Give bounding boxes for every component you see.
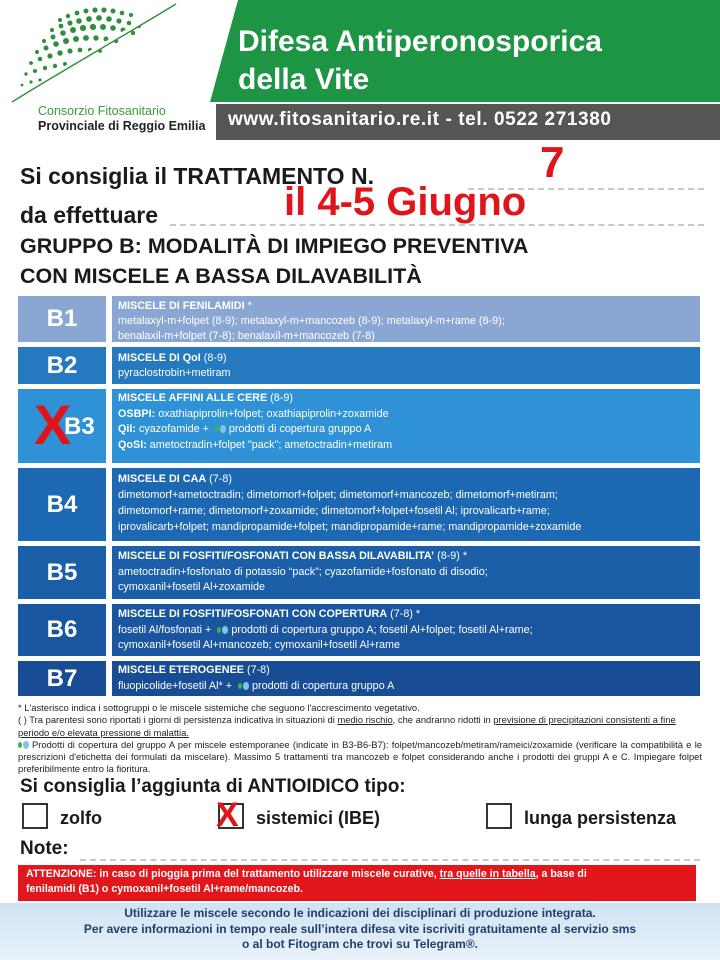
- group-title-line1: GRUPPO B: MODALITÀ DI IMPIEGO PREVENTIVA: [20, 234, 529, 258]
- copertura-icon: [215, 425, 226, 433]
- row-code: B3 X: [18, 389, 106, 463]
- header: [0, 0, 720, 140]
- row-description: MISCELE DI FOSFITI/FOSFONATI CON BASSA DILAVABILITA’ (8-9) * ametoctradin+fosfonato di potassio “pack”; cyazofamide+fosfonato di disodio; cymoxanil+fosetil Al+zoxamide: [112, 546, 700, 599]
- antioidico-heading: Si consiglia l’aggiunta di ANTIOIDICO tipo:: [20, 776, 406, 797]
- organization-name-line2: Provinciale di Reggio Emilia: [38, 119, 206, 133]
- table-row: [18, 468, 700, 541]
- date-label: da effettuare: [20, 202, 159, 228]
- row-code: B5: [18, 546, 106, 599]
- selected-mark: X: [216, 796, 239, 834]
- row-description: MISCELE ETEROGENEE (7-8) fluopicolide+fosetil Al* + prodotti di copertura gruppo A: [112, 661, 700, 696]
- row-code: B7: [18, 661, 106, 696]
- excluded-mark: X: [34, 393, 72, 456]
- row-code: B6: [18, 604, 106, 656]
- row-code: B1: [18, 296, 106, 342]
- organization-name: Consorzio Fitosanitario: [38, 104, 166, 118]
- sistemici-label: sistemici (IBE): [256, 808, 381, 828]
- row-description: MISCELE DI FOSFITI/FOSFONATI CON COPERTURA (7-8) * fosetil Al/fosfonati + prodotti di copertura gruppo A; fosetil Al+folpet; fosetil Al+rame; cymoxanil+fosetil Al+mancozeb; cymoxanil+fosetil Al+rame: [112, 604, 700, 656]
- copertura-icon: [217, 626, 228, 634]
- contact-info[interactable]: www.fitosanitario.re.it - tel. 0522 271380: [228, 109, 612, 130]
- treatment-number: 7: [540, 138, 565, 187]
- lunga-persistenza-label: lunga persistenza: [524, 808, 677, 828]
- footer: Utilizzare le miscele secondo le indicazioni dei disciplinari di produzione integrata. Per avere informazioni in tempo reale sull’intera difesa vite iscriviti gratuitamente al servizio sms o al bot Fitogram che trovi su Telegram®.: [0, 903, 720, 960]
- copertura-icon: [238, 682, 249, 690]
- row-description: MISCELE AFFINI ALLE CERE (8-9) OSBPI: oxathiapiprolin+folpet; oxathiapiprolin+zoxamide QiI: cyazofamide + prodotti di copertura gruppo A QoSI: ametoctradin+folpet "pack"; ametoctradin+metiram: [112, 389, 700, 463]
- row-description: MISCELE DI FENILAMIDI * metalaxyl-m+folpet (8-9); metalaxyl-m+mancozeb (8-9); metalaxyl-m+rame (8-9); benalaxil-m+folpet (7-8); benalaxil-m+mancozeb (7-8): [112, 296, 700, 342]
- table-row: [18, 546, 700, 599]
- table-row: [18, 604, 700, 656]
- page-title: Difesa Antiperonosporica della Vite: [238, 25, 602, 96]
- zolfo-label: zolfo: [60, 808, 102, 828]
- notes-label: Note:: [20, 838, 69, 859]
- row-description: MISCELE DI QoI (8-9) pyraclostrobin+metiram: [112, 347, 700, 384]
- table-row: [18, 389, 700, 463]
- logo: [0, 0, 210, 140]
- zolfo-checkbox[interactable]: [22, 803, 48, 829]
- lunga-persistenza-checkbox[interactable]: [486, 803, 512, 829]
- row-code: B2: [18, 347, 106, 384]
- group-title-line2: CON MISCELE A BASSA DILAVABILITÀ: [20, 264, 422, 288]
- treatment-label: Si consiglia il TRATTAMENTO N.: [20, 163, 374, 189]
- treatment-date: il 4-5 Giugno: [284, 180, 527, 224]
- copertura-icon: [18, 741, 29, 749]
- footnotes: * L'asterisco indica i sottogruppi o le miscele sistemiche che seguono l'accrescimento vegetativo. ( ) Tra parentesi sono riportati i giorni di persistenza indicativa in situazioni di medio rischio, che andranno ridotti in previsione di precipitazioni consistenti a fine periodo e/o elevata pressione di malattia. Prodotti di copertura del gruppo A per miscele estemporanee (indicate in B3-B6-B7): folpet/mancozeb/metiram/rameici/zoxamide (verificare la compatibilità e le prescrizioni d'etichetta dei formulati da miscelare). Massimo 5 trattamenti tra mancozeb e folpet considerando anche i prodotti dei gruppi A e C. Impiegare folpet preferibilmente entro la fioritura.: [18, 702, 702, 775]
- table-row: [18, 296, 700, 342]
- attention-box: ATTENZIONE: in caso di pioggia prima del trattamento utilizzare miscele curative, tra quelle in tabella, a base di fenilamidi (B1) o cymoxanil+fosetil Al+rame/mancozeb.: [18, 865, 696, 901]
- leaf-logo-icon: [0, 0, 210, 104]
- notes-line: [80, 859, 700, 861]
- table-row: [18, 661, 700, 696]
- table-row: [18, 347, 700, 384]
- row-description: MISCELE DI CAA (7-8) dimetomorf+ametoctradin; dimetomorf+folpet; dimetomorf+mancozeb; dimetomorf+metiram; dimetomorf+rame; dimetomorf+zoxamide; dimetomorf+folpet+fosetil Al; iprovalicarb+rame; iprovalicarb+folpet; mandipropamide+folpet; mandipropamide+rame; mandipropamide+zoxamide: [112, 468, 700, 541]
- row-code: B4: [18, 468, 106, 541]
